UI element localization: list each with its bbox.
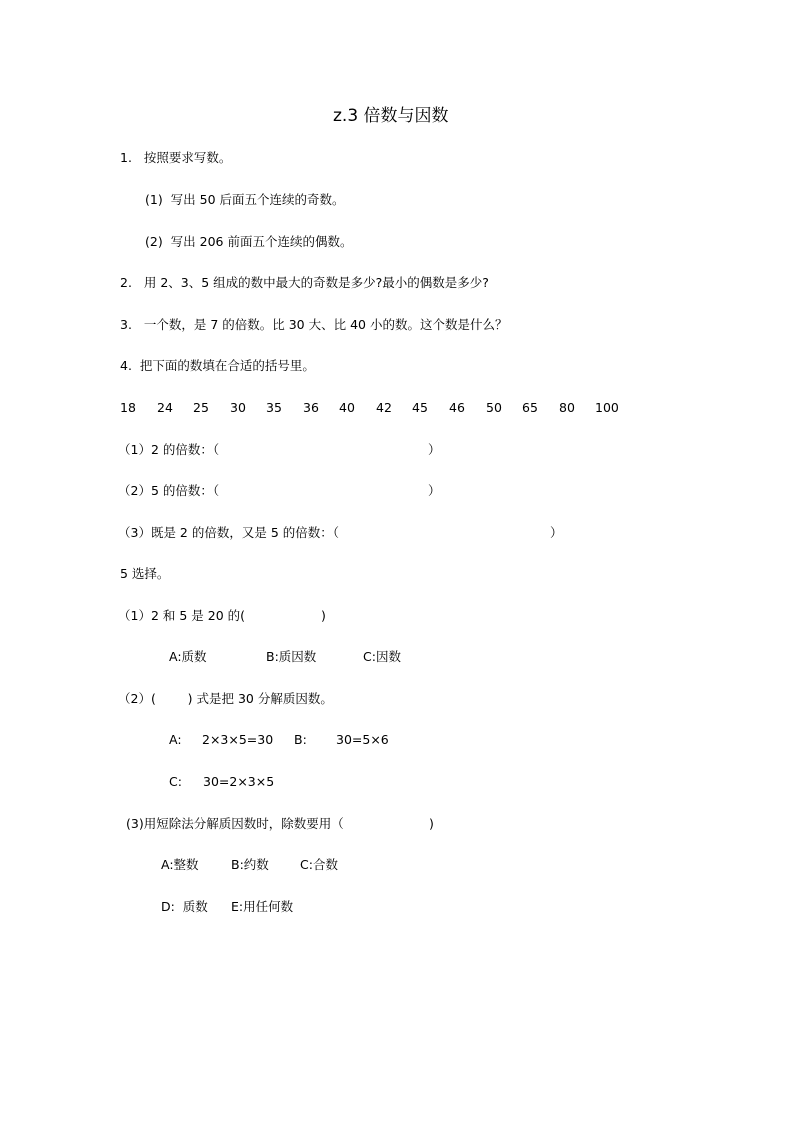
number-item: 46 — [449, 400, 465, 415]
question-5-sub-2-option-b-label: B: — [294, 732, 307, 747]
question-5-sub-3-stem: (3)用短除法分解质因数时，除数要用（ — [126, 816, 344, 831]
page-title: z.3 倍数与因数 — [333, 106, 449, 126]
question-5-sub-3-option-c: C:合数 — [300, 857, 338, 872]
number-item: 35 — [266, 400, 282, 415]
question-5-sub-3-option-a: A:整数 — [161, 857, 199, 872]
question-3-stem: 3. 一个数，是 7 的倍数。比 30 大、比 40 小的数。这个数是什么？ — [120, 317, 508, 332]
question-5-sub-2-option-c-label: C: — [169, 774, 182, 789]
question-4-sub-2-label: （2）5 的倍数：（ — [118, 483, 220, 498]
number-item: 36 — [303, 400, 319, 415]
number-item: 30 — [230, 400, 246, 415]
number-item: 50 — [486, 400, 502, 415]
question-4-sub-1-label: （1）2 的倍数：（ — [118, 442, 220, 457]
question-4-sub-3-label: （3）既是 2 的倍数，又是 5 的倍数：（ — [118, 525, 340, 540]
question-5-stem: 5 选择。 — [120, 566, 170, 581]
question-4-sub-3-close: ） — [550, 525, 563, 540]
question-5-sub-3-option-e: E:用任何数 — [231, 899, 294, 914]
question-4-sub-1-close: ） — [428, 442, 441, 457]
question-5-sub-3-option-d: D: 质数 — [161, 899, 208, 914]
number-item: 80 — [559, 400, 575, 415]
question-1-sub-2: (2) 写出 206 前面五个连续的偶数。 — [145, 234, 353, 249]
question-5-sub-2-option-b-value: 30=5×6 — [336, 732, 389, 747]
question-4-stem: 4. 把下面的数填在合适的括号里。 — [120, 358, 315, 373]
question-5-sub-1-stem: （1）2 和 5 是 20 的( — [118, 608, 246, 623]
number-item: 42 — [376, 400, 392, 415]
question-5-sub-3-close: ) — [429, 816, 434, 831]
number-item: 40 — [339, 400, 355, 415]
number-item: 65 — [522, 400, 538, 415]
question-5-sub-1-option-a: A:质数 — [169, 649, 207, 664]
number-item: 45 — [412, 400, 428, 415]
question-5-sub-1-option-b: B:质因数 — [266, 649, 317, 664]
number-item: 25 — [193, 400, 209, 415]
number-item: 24 — [157, 400, 173, 415]
question-4-sub-2-close: ） — [428, 483, 441, 498]
question-1-sub-1: (1) 写出 50 后面五个连续的奇数。 — [145, 192, 345, 207]
question-5-sub-2-option-c-value: 30=2×3×5 — [203, 774, 275, 789]
question-2-stem: 2. 用 2、3、5 组成的数中最大的奇数是多少?最小的偶数是多少? — [120, 275, 489, 290]
question-5-sub-2-stem: （2）( ) 式是把 30 分解质因数。 — [118, 691, 333, 706]
question-1-stem: 1. 按照要求写数。 — [120, 150, 232, 165]
question-5-sub-2-option-a-label: A: — [169, 732, 182, 747]
number-item: 100 — [595, 400, 619, 415]
question-5-sub-2-option-a-value: 2×3×5=30 — [202, 732, 274, 747]
question-5-sub-1-option-c: C:因数 — [363, 649, 401, 664]
number-item: 18 — [120, 400, 136, 415]
question-5-sub-1-close: ) — [321, 608, 326, 623]
question-5-sub-3-option-b: B:约数 — [231, 857, 269, 872]
